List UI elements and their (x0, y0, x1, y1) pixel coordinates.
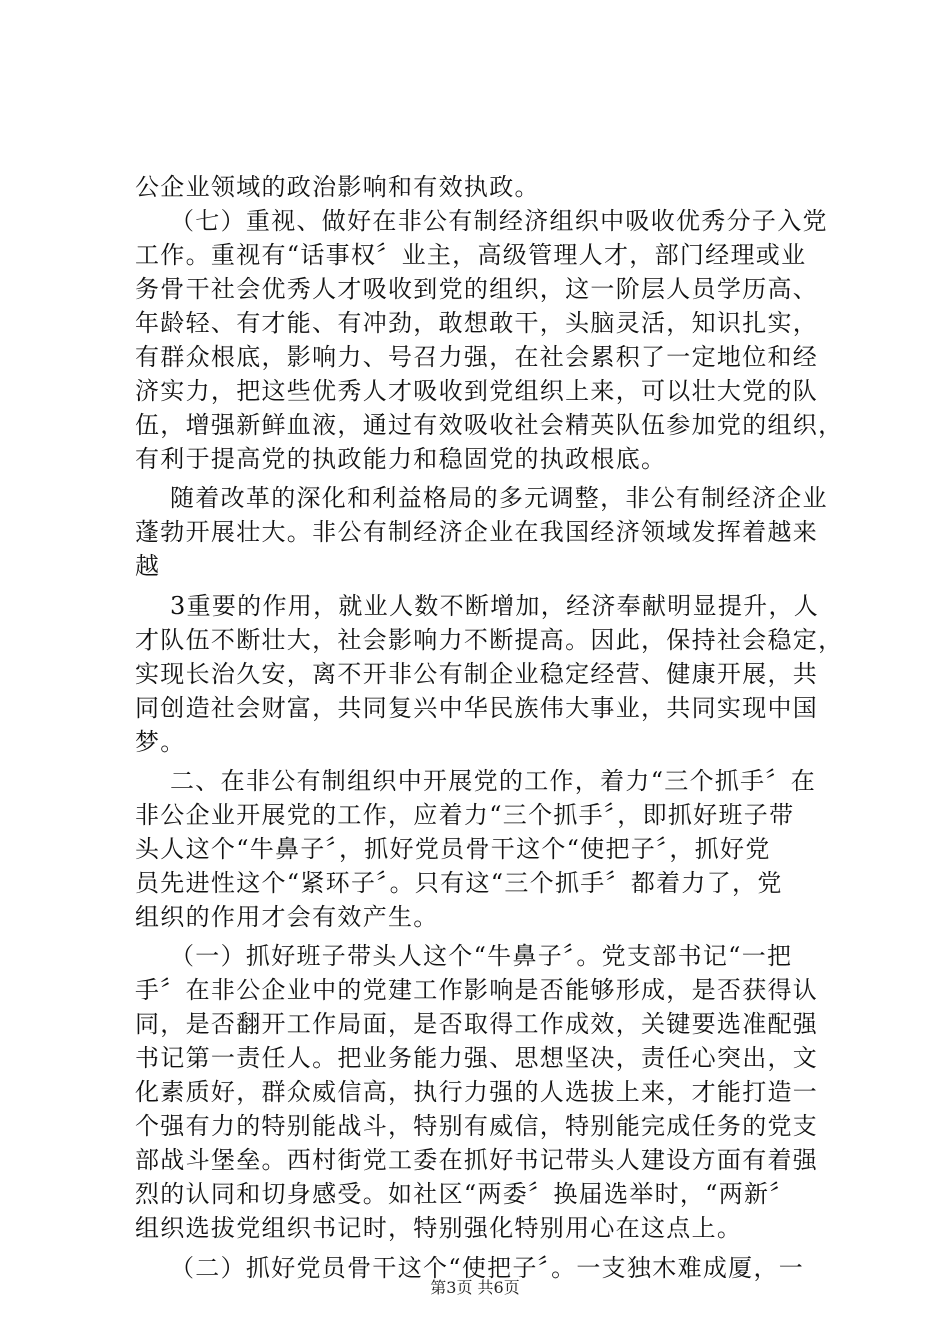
text-line: 务骨干社会优秀人才吸收到党的组织，这一阶层人员学历高、 (135, 275, 819, 303)
text-line: 烈的认同和切身感受。如社区“两委〞换届选举时，“两新〞 (135, 1180, 795, 1208)
paragraph-start-line: （七）重视、做好在非公有制经济组织中吸收优秀分子入党 (170, 207, 828, 235)
text-line: 个强有力的特别能战斗，特别有威信，特别能完成任务的党支 (135, 1112, 819, 1140)
text-line: 员先进性这个“紧环子〞。只有这“三个抓手〞都着力了，党 (135, 869, 783, 897)
text-line: 组织的作用才会有效产生。 (135, 903, 439, 931)
text-line: 越 (135, 552, 161, 580)
text-line: 组织选拔党组织书记时，特别强化特别用心在这点上。 (135, 1214, 743, 1242)
text-line: 实现长治久安，离不开非公有制企业稳定经营、健康开展，共 (135, 660, 819, 688)
text-line: 蓬勃开展壮大。非公有制经济企业在我国经济领域发挥着越来 (135, 518, 819, 546)
text-line: 同创造社会财富，共同复兴中华民族伟大事业，共同实现中国 (135, 694, 819, 722)
text-line: 工作。重视有“话事权〞业主，高级管理人才，部门经理或业 (135, 241, 807, 269)
text-line: 非公企业开展党的工作，应着力“三个抓手〞，即抓好班子带 (135, 801, 795, 829)
text-line: 济实力，把这些优秀人才吸收到党组织上来，可以壮大党的队 (135, 377, 819, 405)
text-line: 有利于提高党的执政能力和稳固党的执政根底。 (135, 445, 667, 473)
text-line: 书记第一责任人。把业务能力强、思想坚决，责任心突出，文 (135, 1044, 819, 1072)
text-line: 年龄轻、有才能、有冲劲，敢想敢干，头脑灵活，知识扎实， (135, 309, 819, 337)
text-line: 头人这个“牛鼻子〞，抓好党员骨干这个“使把子〞，抓好党 (135, 835, 771, 863)
text-line: 才队伍不断壮大，社会影响力不断提高。因此，保持社会稳定， (135, 626, 844, 654)
paragraph-start-line: （二）抓好党员骨干这个“使把子〞。一支独木难成厦，一 (170, 1254, 805, 1282)
text-line: 手〞在非公企业中的党建工作影响是否能够形成，是否获得认 (135, 976, 819, 1004)
text-line: 同，是否翻开工作局面，是否取得工作成效，关键要选准配强 (135, 1010, 819, 1038)
page-number-footer: 第3页 共6页 (430, 1278, 520, 1297)
paragraph-start-line: 二、在非公有制组织中开展党的工作，着力“三个抓手〞在 (170, 767, 817, 795)
paragraph-start-line: （一）抓好班子带头人这个“牛鼻子〞。党支部书记“一把 (170, 942, 793, 970)
text-line: 有群众根底，影响力、号召力强，在社会累积了一定地位和经 (135, 343, 819, 371)
text-line: 伍，增强新鲜血液，通过有效吸收社会精英队伍参加党的组织， (135, 411, 844, 439)
text-line: 梦。 (135, 728, 186, 756)
paragraph-start-line: 随着改革的深化和利益格局的多元调整，非公有制经济企业 (170, 484, 828, 512)
text-line: 部战斗堡垒。西村街党工委在抓好书记带头人建设方面有着强 (135, 1146, 819, 1174)
text-line: 化素质好，群众威信高，执行力强的人选拔上来，才能打造一 (135, 1078, 819, 1106)
text-line: 公企业领域的政治影响和有效执政。 (135, 173, 540, 201)
paragraph-start-line: 3重要的作用，就业人数不断增加，经济奉献明显提升，人 (170, 592, 820, 620)
